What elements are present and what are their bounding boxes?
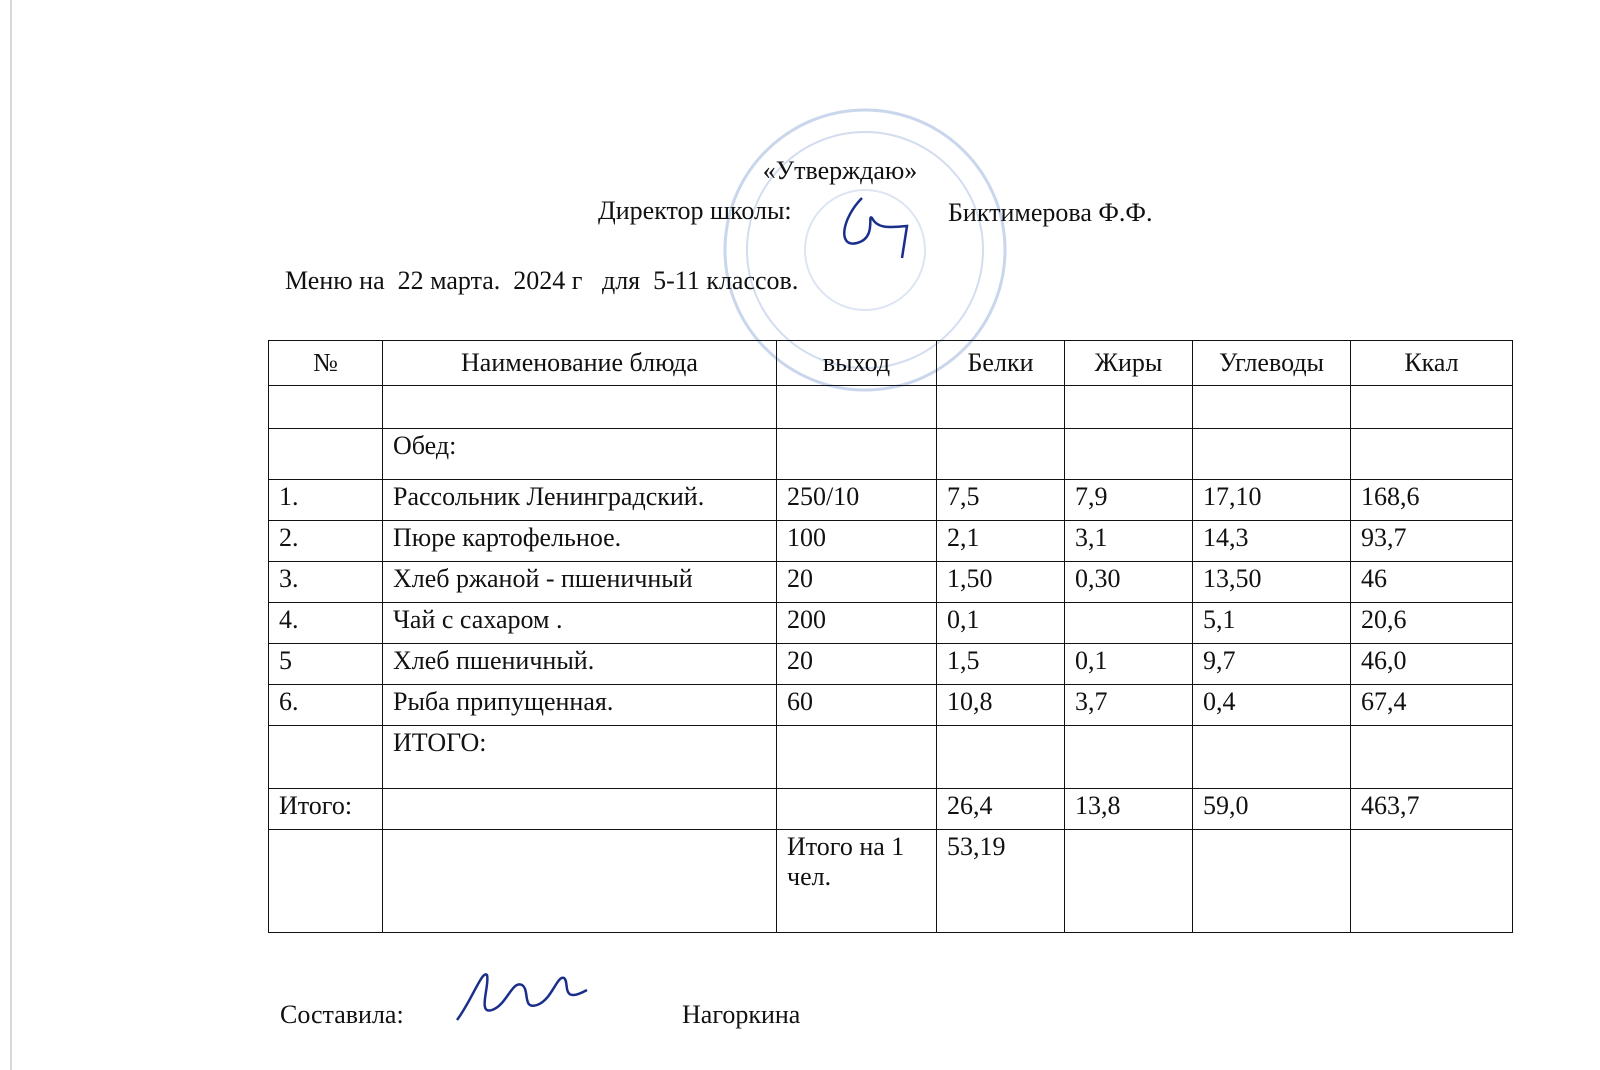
table-cell (383, 830, 777, 933)
dish-fat: 0,1 (1065, 644, 1193, 685)
composer-signature-icon (452, 960, 592, 1030)
dish-output: 20 (777, 562, 937, 603)
table-cell (1351, 726, 1513, 789)
approve-heading (0, 156, 1600, 186)
dish-output: 200 (777, 603, 937, 644)
dish-number: 6. (269, 685, 383, 726)
total-label: Итого: (269, 789, 383, 830)
dish-name: Чай с сахаром . (383, 603, 777, 644)
per-head-label: Итого на 1 чел. (777, 830, 937, 933)
table-cell (269, 830, 383, 933)
dish-carbs: 17,10 (1193, 480, 1351, 521)
table-cell (777, 386, 937, 429)
section-label: Обед: (383, 429, 777, 480)
dish-name: Хлеб пшеничный. (383, 644, 777, 685)
column-header: Углеводы (1193, 341, 1351, 386)
table-cell (383, 789, 777, 830)
menu-table (268, 340, 1513, 933)
composer-label: Составила: (280, 1000, 404, 1029)
dish-fat: 7,9 (1065, 480, 1193, 521)
dish-carbs: 14,3 (1193, 521, 1351, 562)
dish-protein: 0,1 (937, 603, 1065, 644)
table-cell (777, 789, 937, 830)
table-cell (777, 726, 937, 789)
table-cell (1193, 830, 1351, 933)
dish-protein: 1,5 (937, 644, 1065, 685)
dish-carbs: 9,7 (1193, 644, 1351, 685)
dish-fat: 3,7 (1065, 685, 1193, 726)
dish-kcal: 168,6 (1351, 480, 1513, 521)
table-cell (1193, 726, 1351, 789)
column-header: выход (777, 341, 937, 386)
total-carbs: 59,0 (1193, 789, 1351, 830)
table-row-section (269, 429, 1513, 480)
dish-name: Рассольник Ленинградский. (383, 480, 777, 521)
dish-kcal: 93,7 (1351, 521, 1513, 562)
dish-protein: 7,5 (937, 480, 1065, 521)
table-row (269, 521, 1513, 562)
dish-output: 60 (777, 685, 937, 726)
dish-name: Рыба припущенная. (383, 685, 777, 726)
dish-kcal: 67,4 (1351, 685, 1513, 726)
table-row (269, 562, 1513, 603)
table-cell (1065, 726, 1193, 789)
dish-number: 3. (269, 562, 383, 603)
per-head-value: 53,19 (937, 830, 1065, 933)
dish-name: Пюре картофельное. (383, 521, 777, 562)
table-cell (269, 386, 383, 429)
dish-output: 20 (777, 644, 937, 685)
table-cell (1351, 386, 1513, 429)
menu-title: Меню на 22 марта. 2024 г для 5-11 классов. (285, 266, 799, 295)
table-cell (777, 429, 937, 480)
dish-fat (1065, 603, 1193, 644)
table-cell (1193, 386, 1351, 429)
director-signature-icon (832, 188, 922, 268)
column-header: Белки (937, 341, 1065, 386)
table-row (269, 644, 1513, 685)
table-row-empty (269, 386, 1513, 429)
column-header: Наименование блюда (383, 341, 777, 386)
table-cell (269, 726, 383, 789)
dish-carbs: 0,4 (1193, 685, 1351, 726)
total-kcal: 463,7 (1351, 789, 1513, 830)
dish-fat: 0,30 (1065, 562, 1193, 603)
table-cell (1351, 429, 1513, 480)
table-row-total (269, 789, 1513, 830)
dish-kcal: 20,6 (1351, 603, 1513, 644)
table-cell (937, 726, 1065, 789)
dish-carbs: 13,50 (1193, 562, 1351, 603)
dish-kcal: 46 (1351, 562, 1513, 603)
column-header: Жиры (1065, 341, 1193, 386)
dish-number: 5 (269, 644, 383, 685)
table-cell (937, 429, 1065, 480)
dish-fat: 3,1 (1065, 521, 1193, 562)
table-cell (1065, 386, 1193, 429)
dish-output: 250/10 (777, 480, 937, 521)
table-row (269, 685, 1513, 726)
table-cell (1065, 429, 1193, 480)
table-cell (1193, 429, 1351, 480)
dish-protein: 2,1 (937, 521, 1065, 562)
dish-name: Хлеб ржаной - пшеничный (383, 562, 777, 603)
column-header: № (269, 341, 383, 386)
table-cell (1351, 830, 1513, 933)
total-fat: 13,8 (1065, 789, 1193, 830)
total-protein: 26,4 (937, 789, 1065, 830)
table-row (269, 603, 1513, 644)
table-row (269, 480, 1513, 521)
column-header: Ккал (1351, 341, 1513, 386)
itogo-caps-label: ИТОГО: (383, 726, 777, 789)
dish-number: 2. (269, 521, 383, 562)
table-cell (937, 386, 1065, 429)
dish-output: 100 (777, 521, 937, 562)
table-header-row (269, 341, 1513, 386)
dish-number: 4. (269, 603, 383, 644)
dish-protein: 1,50 (937, 562, 1065, 603)
table-cell (1065, 830, 1193, 933)
composer-name: Нагоркина (682, 1000, 801, 1029)
table-row-per-head (269, 830, 1513, 933)
director-name: Биктимерова Ф.Ф. (948, 198, 1153, 227)
table-cell (269, 429, 383, 480)
dish-carbs: 5,1 (1193, 603, 1351, 644)
dish-kcal: 46,0 (1351, 644, 1513, 685)
dish-number: 1. (269, 480, 383, 521)
dish-protein: 10,8 (937, 685, 1065, 726)
director-label: Директор школы: (598, 196, 792, 225)
table-cell (383, 386, 777, 429)
table-row-itogo (269, 726, 1513, 789)
approve-text: «Утверждаю» (762, 156, 918, 185)
